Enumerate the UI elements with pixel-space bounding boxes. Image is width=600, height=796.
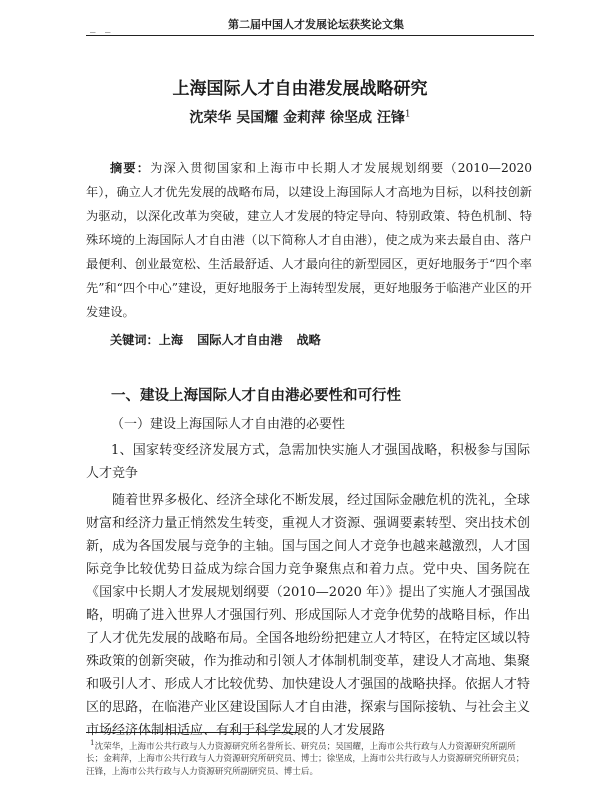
header-marks: _ _ (90, 20, 114, 33)
author-line (0, 107, 600, 127)
keyword: 战略 (296, 333, 321, 347)
keywords (110, 331, 321, 348)
footnote-rule (86, 732, 298, 733)
footnote-mark: 1 (90, 738, 95, 747)
running-header: 第二届中国人才发展论坛获奖论文集 (228, 18, 404, 31)
abstract-text: 为深入贯彻国家和上海市中长期人才发展规划纲要（2010—2020 年），确立人才优先发展的战略布局，以建设上海国际人才高地为目标，以科技创新为驱动，以深化改革为突破，建立人才发展的特定导向、特别政策、特色机制、特殊环境的上海国际人才自由港（以下简称人才自由港），使之成为来去最自由、落户最便利、创业最宽松、生活最舒适、人才最向往的新型园区，更好地服务于“四个率先”和“四个中心”建设，更好地服务于上海转型发展，更好地服务于临港产业区的开发建设。 (86, 161, 532, 319)
body-paragraph: 随着世界多极化、经济全球化不断发展，经过国际金融危机的洗礼，全球财富和经济力量正悄然发生转变，重视人才资源、强调要素转型、突出技术创新，成为各国发展与竞争的主轴。国与国之间人才竞争也越来越激烈，人才国际竞争比较优势日益成为综合国力竞争聚焦点和着力点。党中央、国务院在《国家中长期人才发展规划纲要（2010—2020 年）》提出了实施人才强国战略，明确了进入世界人才强国行列、形成国际人才竞争优势的战略目标，作出了人才优先发展的战略布局。全国各地纷纷把建立人才特区，在特定区域以特殊政策的创新突破，作为推动和引领人才体制机制变革，建设人才高地、集聚和吸引人才、形成人才比较优势、加快建设人才强国的战略抉择。依据人才特区的思路，在临港产业区建设国际人才自由港，探索与国际接轨、与社会主义市场经济体制相适应、有利于科学发展的人才发展路 (86, 493, 530, 738)
section-heading: 一、建设上海国际人才自由港必要性和可行性 (111, 387, 401, 404)
keyword: 上海 (158, 333, 184, 347)
authors: 沈荣华 吴国耀 金莉萍 徐坚成 汪锋 (189, 110, 405, 126)
author-footnote-mark: 1 (404, 109, 411, 120)
abstract-label: 摘要： (110, 161, 151, 175)
footnote (86, 737, 532, 778)
abstract (86, 156, 532, 324)
footnote-text: 沈荣华，上海市公共行政与人力资源研究所名誉所长、研究员；吴国耀，上海市公共行政与人力资源研究所副所长；金莉萍，上海市公共行政与人力资源研究所研究员、博士；徐坚成，上海市公共行政与人力资源研究所研究员；汪锋，上海市公共行政与人力资源研究所副研究员、博士后。 (86, 741, 525, 777)
subsection-heading: （一）建设上海国际人才自由港的必要性 (111, 417, 346, 432)
keyword: 国际人才自由港 (197, 333, 283, 347)
header-rule (86, 35, 534, 36)
point-heading: 1、国家转变经济发展方式，急需加快实施人才强国战略，积极参与国际人才竞争 (86, 443, 530, 481)
keywords-label: 关键词： (110, 333, 159, 347)
paper-title: 上海国际人才自由港发展战略研究 (172, 79, 428, 99)
